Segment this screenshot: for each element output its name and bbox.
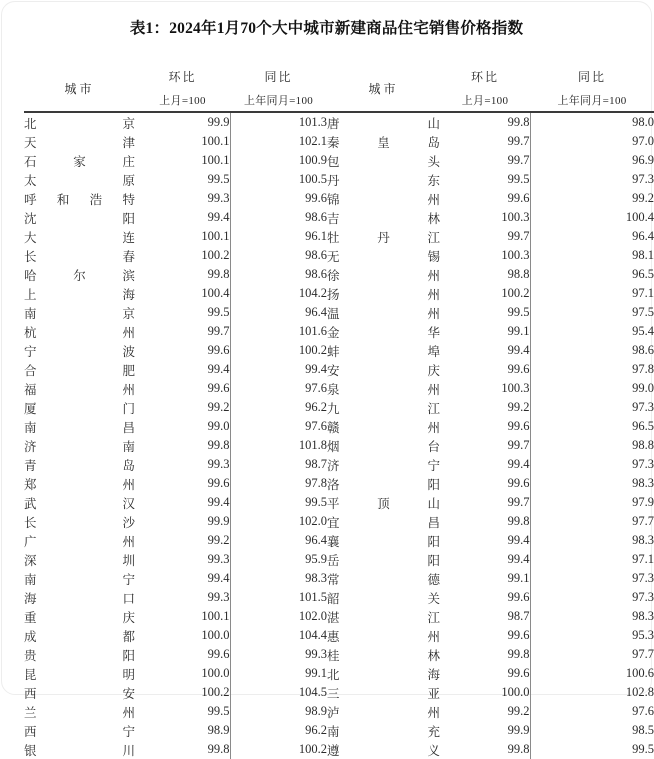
cell-yoy-right: 97.6 <box>632 704 654 718</box>
table-row <box>24 170 654 189</box>
cell-city-left: 重 庆 <box>24 610 135 625</box>
cell-mom-right: 99.8 <box>440 645 530 664</box>
cell-city-right: 岳 阳 <box>327 553 440 568</box>
cell-yoy-right: 98.6 <box>632 343 654 357</box>
cell-city-left: 海 口 <box>24 591 135 606</box>
cell-city-right: 包 头 <box>327 154 440 169</box>
col-header-city-left: 城市 <box>64 81 95 96</box>
cell-city-right: 扬 州 <box>327 287 440 302</box>
cell-mom-left: 99.3 <box>135 550 230 569</box>
cell-city-right: 吉 林 <box>327 211 440 226</box>
cell-yoy-left: 104.2 <box>298 286 327 300</box>
cell-city-left: 呼 和 浩 特 <box>24 192 135 207</box>
cell-mom-right: 99.8 <box>440 512 530 531</box>
cell-mom-left: 100.2 <box>135 246 230 265</box>
table-row <box>24 284 654 303</box>
table-row <box>24 112 654 132</box>
cell-yoy-right: 97.1 <box>632 286 654 300</box>
cell-yoy-right: 98.3 <box>632 533 654 547</box>
cell-mom-left: 99.5 <box>135 702 230 721</box>
cell-yoy-left: 96.2 <box>305 723 327 737</box>
cell-yoy-right: 98.0 <box>530 112 654 132</box>
cell-yoy-left: 96.4 <box>305 533 327 547</box>
table-row <box>24 493 654 512</box>
table-row <box>24 360 654 379</box>
cell-yoy-right: 96.4 <box>632 229 654 243</box>
table-row <box>24 436 654 455</box>
cell-city-right: 桂 林 <box>327 648 440 663</box>
cell-city-left: 石 家 庄 <box>24 154 135 169</box>
cell-yoy-right: 97.0 <box>632 134 654 148</box>
cell-yoy-right: 97.7 <box>632 647 654 661</box>
cell-yoy-right: 97.3 <box>632 590 654 604</box>
cell-city-left: 太 原 <box>24 173 135 188</box>
cell-mom-right: 99.4 <box>440 341 530 360</box>
cell-mom-left: 99.0 <box>135 417 230 436</box>
cell-city-right: 韶 关 <box>327 591 440 606</box>
table-row <box>24 474 654 493</box>
table-row <box>24 341 654 360</box>
cell-yoy-left: 102.0 <box>298 609 327 623</box>
cell-city-left: 郑 州 <box>24 477 135 492</box>
cell-mom-left: 99.9 <box>135 512 230 531</box>
cell-mom-left: 99.2 <box>135 531 230 550</box>
cell-yoy-left: 104.4 <box>298 628 327 642</box>
cell-city-right: 锦 州 <box>327 192 440 207</box>
cell-yoy-left: 99.5 <box>305 495 327 509</box>
cell-mom-right: 99.1 <box>440 322 530 341</box>
cell-mom-left: 100.1 <box>135 132 230 151</box>
price-index-table-container <box>24 65 654 759</box>
cell-mom-left: 99.6 <box>135 645 230 664</box>
cell-yoy-left: 98.9 <box>305 704 327 718</box>
col-header-yoy-right: 同比 <box>577 70 606 84</box>
cell-city-right: 洛 阳 <box>327 477 440 492</box>
cell-mom-left: 99.2 <box>135 398 230 417</box>
header-row-group <box>24 65 654 88</box>
table-row <box>24 132 654 151</box>
cell-yoy-left: 98.7 <box>305 457 327 471</box>
page-title: 表1：2024年1月70个大中城市新建商品住宅销售价格指数 <box>129 20 524 37</box>
cell-city-right: 平 顶 山 <box>327 496 440 511</box>
cell-yoy-left: 98.6 <box>305 248 327 262</box>
col-header-mom-left: 环比 <box>168 70 197 84</box>
cell-mom-left: 99.5 <box>135 170 230 189</box>
cell-city-left: 深 圳 <box>24 553 135 568</box>
col-subheader-yoy-left: 上年同月=100 <box>243 94 314 107</box>
cell-mom-right: 98.7 <box>440 607 530 626</box>
cell-mom-right: 99.4 <box>440 531 530 550</box>
cell-mom-left: 99.6 <box>135 379 230 398</box>
cell-city-right: 宜 昌 <box>327 515 440 530</box>
cell-city-left: 济 南 <box>24 439 135 454</box>
cell-city-left: 杭 州 <box>24 325 135 340</box>
cell-city-left: 西 宁 <box>24 724 135 739</box>
cell-city-left: 天 津 <box>24 135 135 150</box>
cell-yoy-left: 97.6 <box>305 419 327 433</box>
cell-yoy-left: 100.9 <box>298 153 327 167</box>
cell-yoy-left: 96.1 <box>305 229 327 243</box>
cell-city-right: 遵 义 <box>327 743 440 758</box>
cell-mom-right: 98.8 <box>440 265 530 284</box>
table-row <box>24 379 654 398</box>
cell-mom-left: 99.4 <box>135 208 230 227</box>
cell-city-left: 长 沙 <box>24 515 135 530</box>
cell-city-right: 秦 皇 岛 <box>327 135 440 150</box>
cell-mom-right: 99.7 <box>440 493 530 512</box>
col-header-yoy-left: 同比 <box>264 70 293 84</box>
cell-yoy-right: 99.0 <box>632 381 654 395</box>
cell-city-right: 九 江 <box>327 401 440 416</box>
cell-yoy-right: 98.1 <box>632 248 654 262</box>
cell-yoy-left: 102.1 <box>298 134 327 148</box>
cell-yoy-right: 95.3 <box>632 628 654 642</box>
cell-city-right: 湛 江 <box>327 610 440 625</box>
table-row <box>24 645 654 664</box>
cell-city-right: 常 德 <box>327 572 440 587</box>
cell-city-left: 银 川 <box>24 743 135 758</box>
cell-mom-left: 99.3 <box>135 189 230 208</box>
cell-city-left: 上 海 <box>24 287 135 302</box>
col-subheader-yoy-right: 上年同月=100 <box>557 94 627 107</box>
cell-mom-left: 99.5 <box>135 303 230 322</box>
cell-yoy-right: 95.4 <box>632 324 654 338</box>
cell-yoy-right: 97.7 <box>632 514 654 528</box>
cell-city-right: 温 州 <box>327 306 440 321</box>
cell-yoy-right: 97.8 <box>632 362 654 376</box>
cell-yoy-left: 104.5 <box>298 685 327 699</box>
cell-mom-right: 100.0 <box>440 683 530 702</box>
table-row <box>24 740 654 759</box>
table-row <box>24 721 654 740</box>
cell-mom-right: 99.2 <box>440 398 530 417</box>
cell-mom-left: 100.1 <box>135 151 230 170</box>
cell-mom-left: 99.4 <box>135 569 230 588</box>
table-row <box>24 265 654 284</box>
cell-mom-right: 99.7 <box>440 151 530 170</box>
cell-yoy-left: 96.2 <box>305 400 327 414</box>
cell-city-left: 贵 阳 <box>24 648 135 663</box>
table-row <box>24 702 654 721</box>
table-row <box>24 417 654 436</box>
cell-city-left: 福 州 <box>24 382 135 397</box>
cell-yoy-right: 96.5 <box>632 419 654 433</box>
cell-city-left: 青 岛 <box>24 458 135 473</box>
cell-mom-left: 100.0 <box>135 664 230 683</box>
table-row <box>24 455 654 474</box>
cell-yoy-right: 98.3 <box>632 476 654 490</box>
table-row <box>24 512 654 531</box>
cell-city-left: 南 宁 <box>24 572 135 587</box>
cell-mom-right: 99.6 <box>440 588 530 607</box>
cell-yoy-left: 99.6 <box>305 191 327 205</box>
cell-yoy-left: 101.3 <box>230 112 327 132</box>
cell-city-right: 徐 州 <box>327 268 440 283</box>
cell-mom-left: 100.1 <box>135 607 230 626</box>
cell-mom-left: 99.6 <box>135 341 230 360</box>
table-row <box>24 683 654 702</box>
col-header-city-right: 城市 <box>368 81 399 96</box>
cell-mom-right: 99.5 <box>440 170 530 189</box>
cell-yoy-right: 97.3 <box>632 571 654 585</box>
table-row <box>24 588 654 607</box>
cell-mom-right: 99.4 <box>440 550 530 569</box>
cell-yoy-left: 102.0 <box>298 514 327 528</box>
cell-yoy-right: 96.9 <box>632 153 654 167</box>
col-subheader-mom-right: 上月=100 <box>461 94 509 107</box>
cell-city-right: 济 宁 <box>327 458 440 473</box>
cell-city-left: 哈 尔 滨 <box>24 268 135 283</box>
cell-mom-right: 100.3 <box>440 246 530 265</box>
cell-city-right: 惠 州 <box>327 629 440 644</box>
cell-mom-right: 100.3 <box>440 379 530 398</box>
cell-yoy-left: 100.2 <box>298 343 327 357</box>
cell-mom-left: 99.9 <box>135 112 230 132</box>
cell-city-right: 泉 州 <box>327 382 440 397</box>
cell-city-left: 长 春 <box>24 249 135 264</box>
cell-mom-left: 100.1 <box>135 227 230 246</box>
cell-city-right: 三 亚 <box>327 686 440 701</box>
cell-mom-right: 99.9 <box>440 721 530 740</box>
table-row <box>24 664 654 683</box>
cell-mom-left: 99.8 <box>135 740 230 759</box>
cell-mom-right: 99.6 <box>440 417 530 436</box>
cell-yoy-right: 97.3 <box>632 457 654 471</box>
cell-city-right: 金 华 <box>327 325 440 340</box>
cell-yoy-left: 101.8 <box>298 438 327 452</box>
cell-city-left: 南 京 <box>24 306 135 321</box>
table-row <box>24 626 654 645</box>
cell-yoy-right: 99.2 <box>632 191 654 205</box>
cell-mom-right: 99.2 <box>440 702 530 721</box>
cell-mom-right: 99.4 <box>440 455 530 474</box>
table-row <box>24 398 654 417</box>
cell-yoy-right: 98.3 <box>632 609 654 623</box>
cell-city-right: 丹 东 <box>327 173 440 188</box>
table-row <box>24 246 654 265</box>
cell-mom-left: 99.3 <box>135 588 230 607</box>
cell-mom-right: 99.8 <box>440 740 530 759</box>
price-index-table <box>24 65 654 759</box>
cell-city-left: 昆 明 <box>24 667 135 682</box>
cell-yoy-left: 100.2 <box>298 742 327 756</box>
table-row <box>24 569 654 588</box>
cell-yoy-left: 99.1 <box>305 666 327 680</box>
cell-yoy-right: 97.1 <box>632 552 654 566</box>
cell-yoy-left: 98.6 <box>305 267 327 281</box>
cell-city-left: 宁 波 <box>24 344 135 359</box>
cell-mom-right: 99.7 <box>440 132 530 151</box>
cell-mom-right: 100.3 <box>440 208 530 227</box>
cell-mom-left: 99.4 <box>135 360 230 379</box>
cell-mom-left: 99.8 <box>135 265 230 284</box>
cell-city-right: 襄 阳 <box>327 534 440 549</box>
table-row <box>24 531 654 550</box>
cell-city-right: 北 海 <box>327 667 440 682</box>
cell-mom-right: 99.8 <box>440 112 530 132</box>
cell-city-right: 无 锡 <box>327 249 440 264</box>
cell-city-right: 赣 州 <box>327 420 440 435</box>
cell-yoy-right: 98.5 <box>632 723 654 737</box>
cell-mom-right: 99.5 <box>440 303 530 322</box>
table-row <box>24 607 654 626</box>
cell-mom-right: 99.6 <box>440 626 530 645</box>
cell-yoy-right: 100.6 <box>625 666 654 680</box>
table-row <box>24 208 654 227</box>
cell-yoy-left: 100.5 <box>298 172 327 186</box>
table-row <box>24 151 654 170</box>
cell-city-right: 唐 山 <box>327 112 440 132</box>
cell-yoy-right: 97.3 <box>632 172 654 186</box>
cell-mom-right: 99.6 <box>440 189 530 208</box>
cell-yoy-left: 101.5 <box>298 590 327 604</box>
cell-city-left: 沈 阳 <box>24 211 135 226</box>
cell-yoy-right: 97.9 <box>632 495 654 509</box>
cell-city-left: 南 昌 <box>24 420 135 435</box>
cell-city-right: 泸 州 <box>327 705 440 720</box>
cell-mom-right: 99.7 <box>440 227 530 246</box>
cell-city-right: 蚌 埠 <box>327 344 440 359</box>
cell-mom-left: 99.8 <box>135 436 230 455</box>
table-head <box>24 65 654 112</box>
cell-city-right: 南 充 <box>327 724 440 739</box>
cell-yoy-right: 97.5 <box>632 305 654 319</box>
cell-city-left: 合 肥 <box>24 363 135 378</box>
cell-city-right: 牡 丹 江 <box>327 230 440 245</box>
cell-yoy-left: 97.6 <box>305 381 327 395</box>
cell-mom-right: 99.7 <box>440 436 530 455</box>
cell-yoy-left: 97.8 <box>305 476 327 490</box>
cell-yoy-left: 98.6 <box>305 210 327 224</box>
cell-mom-left: 99.7 <box>135 322 230 341</box>
cell-mom-right: 99.6 <box>440 360 530 379</box>
cell-mom-right: 99.6 <box>440 474 530 493</box>
cell-city-left: 武 汉 <box>24 496 135 511</box>
cell-mom-left: 99.4 <box>135 493 230 512</box>
cell-yoy-right: 99.5 <box>632 742 654 756</box>
document-page <box>1 1 654 758</box>
cell-city-left: 成 都 <box>24 629 135 644</box>
cell-mom-right: 99.6 <box>440 664 530 683</box>
table-row <box>24 189 654 208</box>
cell-yoy-right: 96.5 <box>632 267 654 281</box>
table-row <box>24 303 654 322</box>
table-row <box>24 550 654 569</box>
cell-mom-left: 98.9 <box>135 721 230 740</box>
table-body <box>24 112 654 759</box>
cell-yoy-left: 96.4 <box>305 305 327 319</box>
cell-yoy-left: 99.4 <box>305 362 327 376</box>
table-row <box>24 227 654 246</box>
cell-yoy-left: 101.6 <box>298 324 327 338</box>
cell-yoy-left: 98.3 <box>305 571 327 585</box>
cell-city-left: 西 安 <box>24 686 135 701</box>
cell-mom-left: 100.4 <box>135 284 230 303</box>
col-subheader-mom-left: 上月=100 <box>159 94 206 107</box>
cell-mom-left: 99.6 <box>135 474 230 493</box>
cell-mom-left: 99.3 <box>135 455 230 474</box>
cell-city-left: 大 连 <box>24 230 135 245</box>
cell-city-left: 北 京 <box>24 112 135 132</box>
cell-yoy-right: 97.3 <box>632 400 654 414</box>
table-row <box>24 322 654 341</box>
cell-city-right: 安 庆 <box>327 363 440 378</box>
cell-city-left: 厦 门 <box>24 401 135 416</box>
cell-city-right: 烟 台 <box>327 439 440 454</box>
cell-yoy-right: 102.8 <box>625 685 654 699</box>
cell-city-left: 兰 州 <box>24 705 135 720</box>
col-header-mom-right: 环比 <box>470 70 499 84</box>
cell-mom-left: 100.2 <box>135 683 230 702</box>
cell-mom-left: 100.0 <box>135 626 230 645</box>
cell-mom-right: 99.1 <box>440 569 530 588</box>
cell-mom-right: 100.2 <box>440 284 530 303</box>
cell-yoy-left: 99.3 <box>305 647 327 661</box>
cell-yoy-right: 98.8 <box>632 438 654 452</box>
cell-yoy-right: 100.4 <box>625 210 654 224</box>
cell-yoy-left: 95.9 <box>305 552 327 566</box>
cell-city-left: 广 州 <box>24 534 135 549</box>
